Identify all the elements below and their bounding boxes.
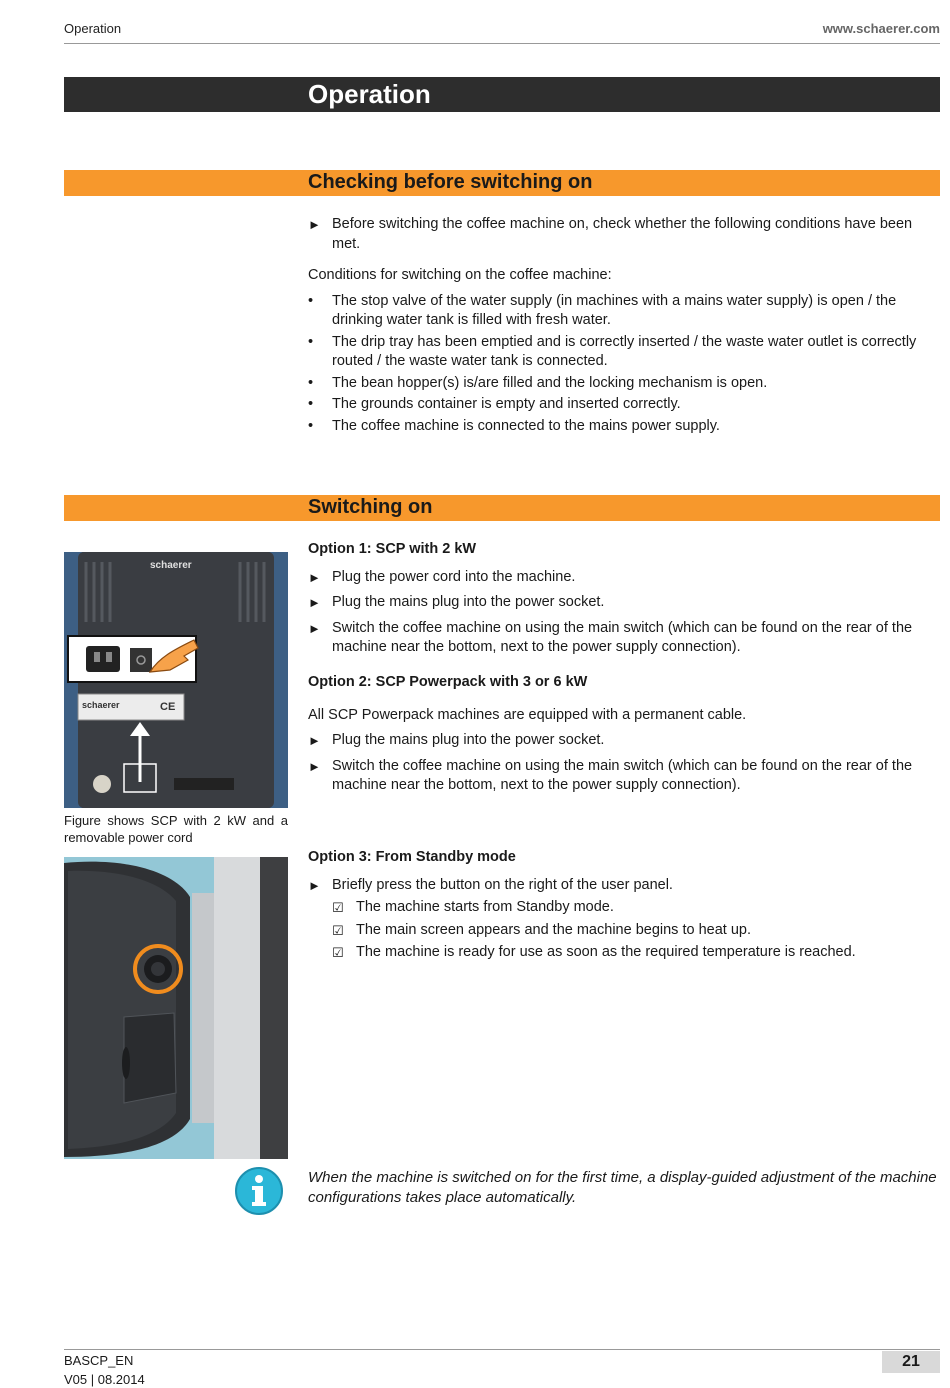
option1-block — [308, 540, 942, 664]
result-text: The main screen appears and the machine begins to heat up. — [356, 921, 751, 938]
checkbox-checked-icon: ☑ — [332, 945, 344, 960]
figure-caption: Figure shows SCP with 2 kW and a removable power cord — [64, 813, 288, 845]
instruction-item — [308, 215, 942, 254]
header-section-label: Operation — [64, 21, 122, 36]
arrow-marker-icon: ► — [308, 595, 321, 610]
bullet-marker: • — [308, 374, 314, 391]
machine-rear-photo — [64, 552, 288, 808]
section-checking-body — [308, 215, 942, 438]
result-text: The machine starts from Standby mode. — [356, 899, 614, 915]
svg-text:CE: CE — [160, 701, 176, 713]
list-item — [308, 395, 942, 415]
condition-text: The drip tray has been emptied and is correctly inserted / the waste water outlet is correctly routed / the waste water tank is connected. — [332, 333, 917, 369]
list-item — [308, 374, 942, 394]
arrow-marker-icon: ► — [308, 217, 321, 232]
instruction-text: Plug the mains plug into the power socket. — [332, 732, 605, 748]
result-text: The machine is ready for use as soon as the required temperature is reached. — [356, 944, 856, 960]
section-bar-checking — [64, 170, 940, 196]
section-heading-checking: Checking before switching on — [308, 171, 593, 193]
option2-title: Option 2: SCP Powerpack with 3 or 6 kW — [308, 674, 588, 690]
instruction-item — [308, 593, 942, 613]
instruction-text: Before switching the coffee machine on, check whether the following conditions have been met. — [332, 216, 913, 252]
condition-text: The coffee machine is connected to the mains power supply. — [332, 417, 720, 434]
result-item — [308, 921, 942, 941]
footer-document-code: BASCP_EN — [64, 1353, 134, 1368]
machine-brand-text: schaerer — [150, 560, 192, 571]
arrow-marker-icon: ► — [308, 733, 321, 748]
bullet-marker: • — [308, 333, 314, 350]
option1-title: Option 1: SCP with 2 kW — [308, 541, 477, 557]
label-brand-text: schaerer — [82, 700, 120, 710]
instruction-item — [308, 876, 942, 896]
list-item — [308, 333, 942, 372]
instruction-text: Plug the power cord into the machine. — [332, 568, 576, 585]
result-item — [308, 943, 942, 963]
instruction-text: Briefly press the button on the right of the user panel. — [332, 876, 673, 893]
result-item — [308, 898, 942, 918]
user-panel-photo — [64, 857, 288, 1159]
section-heading-switching-on: Switching on — [308, 496, 433, 518]
checkbox-checked-icon: ☑ — [332, 900, 344, 915]
arrow-marker-icon: ► — [308, 569, 321, 585]
condition-text: The stop valve of the water supply (in machines with a mains water supply) is open / the drinking water tank is filled with fresh water. — [332, 292, 897, 328]
figure-machine-rear — [64, 552, 288, 808]
page-title-bar — [64, 77, 940, 112]
footer-divider — [64, 1349, 940, 1350]
info-icon — [234, 1166, 284, 1221]
condition-text: The bean hopper(s) is/are filled and the locking mechanism is open. — [332, 374, 768, 391]
condition-text: The grounds container is empty and inserted correctly. — [332, 396, 681, 412]
section-bar-switching-on — [64, 495, 940, 521]
bullet-marker: • — [308, 396, 314, 412]
info-note-text: When the machine is switched on for the first time, a display-guided adjustment of the machine configurations takes place automatically. — [308, 1169, 937, 1206]
instruction-text: Switch the coffee machine on using the main switch (which can be found on the rear of the machine near the bottom, next to the power supply connection). — [332, 619, 913, 655]
arrow-marker-icon: ► — [308, 877, 321, 893]
page-title: Operation — [308, 79, 431, 109]
bullet-marker: • — [308, 292, 314, 309]
instruction-item — [308, 619, 942, 658]
option2-block — [308, 673, 942, 802]
instruction-item — [308, 757, 942, 796]
instruction-text: Plug the mains plug into the power socket. — [332, 594, 605, 610]
arrow-marker-icon: ► — [308, 758, 321, 774]
conditions-label: Conditions for switching on the coffee machine: — [308, 267, 612, 283]
bullet-marker: • — [308, 417, 314, 434]
checkbox-checked-icon: ☑ — [332, 922, 344, 938]
list-item — [308, 292, 942, 331]
page-number: 21 — [882, 1351, 940, 1373]
header-website: www.schaerer.com — [822, 21, 940, 36]
option3-title: Option 3: From Standby mode — [308, 849, 516, 865]
option2-intro: All SCP Powerpack machines are equipped with a permanent cable. — [308, 706, 747, 723]
footer-version: V05 | 08.2014 — [64, 1372, 145, 1387]
instruction-item — [308, 731, 942, 751]
instruction-item — [308, 568, 942, 588]
list-item — [308, 417, 942, 437]
instruction-text: Switch the coffee machine on using the main switch (which can be found on the rear of the machine near the bottom, next to the power supply connection). — [332, 757, 913, 793]
option3-block — [308, 848, 942, 966]
header-divider — [64, 43, 940, 44]
arrow-marker-icon: ► — [308, 620, 321, 636]
figure-user-panel — [64, 857, 288, 1159]
